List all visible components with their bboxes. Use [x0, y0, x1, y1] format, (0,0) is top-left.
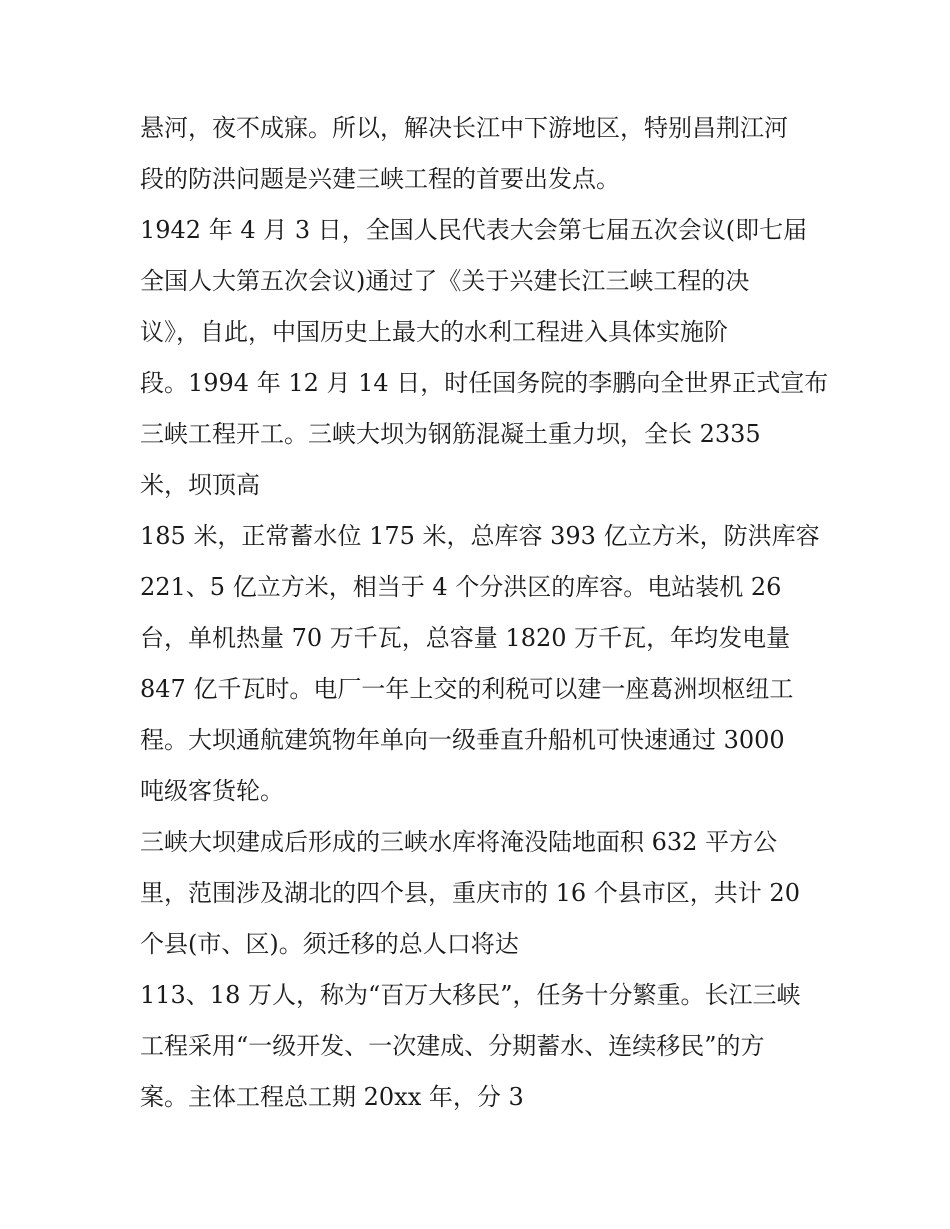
text-line: 程。大坝通航建筑物年单向一级垂直升船机可快速通过 3000 [140, 726, 785, 754]
text-line: 185 米，正常蓄水位 175 米，总库容 393 亿立方米，防洪库容 [140, 522, 820, 550]
text-line: 吨级客货轮。 [140, 777, 284, 805]
text-line: 1942 年 4 月 3 日，全国人民代表大会第七届五次会议(即七届 [140, 216, 808, 244]
text-line: 案。主体工程总工期 20xx 年，分 3 [140, 1083, 524, 1111]
text-line: 里，范围涉及湖北的四个县，重庆市的 16 个县市区，共计 20 [140, 879, 800, 907]
text-line: 段的防洪问题是兴建三峡工程的首要出发点。 [140, 165, 620, 193]
body-text [140, 103, 830, 1123]
text-line: 三峡大坝建成后形成的三峡水库将淹没陆地面积 632 平方公 [140, 828, 778, 856]
text-line: 段。1994 年 12 月 14 日，时任国务院的李鹏向全世界正式宣布 [140, 369, 829, 397]
text-line: 全国人大第五次会议)通过了《关于兴建长江三峡工程的决 [140, 267, 750, 295]
text-line: 三峡工程开工。三峡大坝为钢筋混凝土重力坝，全长 2335 [140, 420, 761, 448]
text-line: 工程采用“一级开发、一次建成、分期蓄水、连续移民”的方 [140, 1032, 765, 1060]
text-line: 议》，自此，中国历史上最大的水利工程进入具体实施阶 [140, 318, 728, 346]
text-line: 113、18 万人，称为“百万大移民”，任务十分繁重。长江三峡 [140, 981, 801, 1009]
text-line: 221、5 亿立方米，相当于 4 个分洪区的库容。电站装机 26 [140, 573, 782, 601]
text-line: 台，单机热量 70 万千瓦，总容量 1820 万千瓦，年均发电量 [140, 624, 791, 652]
text-line: 个县(市、区)。须迁移的总人口将达 [140, 930, 519, 958]
text-line: 悬河，夜不成寐。所以，解决长江中下游地区，特别昌荆江河 [140, 114, 788, 142]
text-line: 847 亿千瓦时。电厂一年上交的利税可以建一座葛洲坝枢纽工 [140, 675, 794, 703]
text-line: 米，坝顶高 [140, 471, 260, 499]
